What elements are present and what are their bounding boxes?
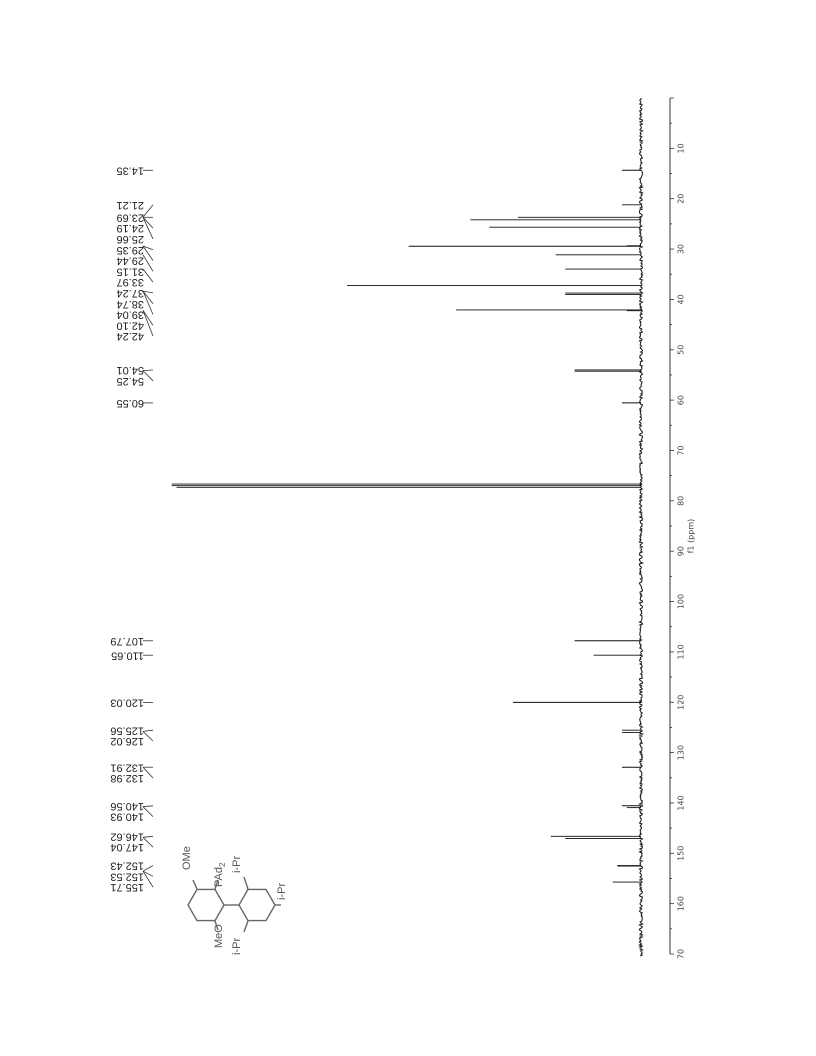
structure-label-pad2 xyxy=(213,862,227,887)
tick-label-group xyxy=(677,846,686,861)
peak-label-group-26 xyxy=(110,830,144,842)
tick-label-group xyxy=(677,496,686,506)
tick-label-group xyxy=(677,745,686,760)
tick-label-40: 40 xyxy=(676,294,686,305)
peak-label-29: 152.53 xyxy=(110,870,144,883)
tick-label-80: 80 xyxy=(676,495,686,506)
peak-label-group-25 xyxy=(110,811,144,823)
peak-label-group-14 xyxy=(116,364,144,376)
peak-label-group-11 xyxy=(116,309,144,321)
tick-label-60: 60 xyxy=(676,395,686,406)
peak-label-16: 60.55 xyxy=(116,396,144,409)
peak-label-group-5 xyxy=(116,244,144,256)
tick-label-10: 10 xyxy=(676,143,686,154)
peak-label-group-30 xyxy=(110,881,144,893)
peak-label-group-27 xyxy=(110,841,144,853)
peak-label-3: 24.19 xyxy=(116,222,144,235)
peak-label-8: 33.97 xyxy=(116,276,144,289)
peak-label-group-10 xyxy=(116,298,144,310)
peak-label-30: 155.71 xyxy=(110,881,144,894)
tick-label-90: 90 xyxy=(676,546,686,557)
tick-label-120: 120 xyxy=(676,694,686,710)
ppm-axis xyxy=(670,98,696,959)
peak-label-column xyxy=(110,164,153,893)
tick-label-160: 160 xyxy=(676,896,686,912)
tick-label-group xyxy=(677,644,686,659)
peak-label-11: 39.04 xyxy=(116,308,144,321)
baseline-trace xyxy=(639,98,642,956)
peak-label-group-29 xyxy=(110,870,144,882)
structure-label-meo: MeO xyxy=(213,924,225,948)
peak-label-group-12 xyxy=(116,319,144,331)
peak-label-group-2 xyxy=(116,211,144,223)
peak-label-group-20 xyxy=(110,724,144,736)
ipr-top-bond xyxy=(244,877,248,889)
ring-triisopropyl-aryl xyxy=(239,889,275,920)
peak-label-group-15 xyxy=(116,375,144,387)
peak-label-6: 29.44 xyxy=(116,254,144,267)
peak-label-group-9 xyxy=(116,287,144,299)
tick-label-50: 50 xyxy=(676,344,686,355)
tick-label-30: 30 xyxy=(676,243,686,255)
peak-label-group-22 xyxy=(110,761,144,773)
peak-label-group-28 xyxy=(110,860,144,872)
peak-label-22: 132.91 xyxy=(110,761,144,774)
tick-label-130: 130 xyxy=(676,744,686,761)
peak-label-1: 21.21 xyxy=(116,198,144,211)
peak-label-27: 147.04 xyxy=(110,841,144,854)
peak-label-group-4 xyxy=(116,233,144,245)
tick-label-group xyxy=(677,594,686,609)
peak-label-0: 14.35 xyxy=(116,164,144,177)
peak-label-group-24 xyxy=(110,800,144,812)
peak-label-9: 37.24 xyxy=(116,286,144,299)
peak-label-21: 126.02 xyxy=(110,735,144,748)
tick-label-group xyxy=(677,896,686,911)
structure-label-ipr-bottom: i-Pr xyxy=(231,937,243,955)
peak-label-25: 140.93 xyxy=(110,810,144,823)
ipr-bottom-bond xyxy=(244,921,248,932)
peak-label-group-7 xyxy=(116,265,144,277)
tick-label-110: 110 xyxy=(676,644,686,660)
peak-label-group-19 xyxy=(110,696,144,708)
peak-label-group-1 xyxy=(116,199,144,211)
peak-label-18: 110.65 xyxy=(111,649,144,662)
tick-label-100: 100 xyxy=(676,593,686,610)
peak-label-20: 125.56 xyxy=(110,724,144,737)
peak-label-group-18 xyxy=(111,649,144,661)
tick-label-70: 70 xyxy=(676,445,686,456)
structure-label-pad: PAd xyxy=(213,867,225,887)
tick-label-group xyxy=(677,143,686,153)
peak-label-group-23 xyxy=(110,772,144,784)
tick-label-150: 150 xyxy=(676,845,686,861)
peak-label-group-0 xyxy=(116,164,144,176)
peak-label-group-8 xyxy=(116,276,144,288)
tick-label-group xyxy=(677,949,686,959)
tick-label-170: 70 xyxy=(676,948,686,960)
peak-label-19: 120.03 xyxy=(110,696,144,709)
peak-label-17: 107.79 xyxy=(110,634,144,647)
spectrum-baseline xyxy=(639,98,642,956)
peak-label-15: 54.25 xyxy=(116,374,144,387)
tick-label-group xyxy=(677,345,686,355)
peak-label-group-13 xyxy=(116,330,144,342)
tick-label-group xyxy=(677,395,686,405)
axis-label-group xyxy=(687,519,696,554)
peak-label-28: 152.43 xyxy=(110,859,144,872)
peak-label-12: 42.10 xyxy=(116,319,144,332)
tick-label-group xyxy=(677,445,686,455)
peak-label-7: 31.15 xyxy=(116,265,144,278)
peak-label-23: 132.98 xyxy=(110,772,144,785)
tick-label-group xyxy=(677,244,686,254)
structure-label-ome: OMe xyxy=(181,846,193,870)
structure-label-pad-subscript: 2 xyxy=(218,862,227,868)
axis-label: f1 (ppm) xyxy=(686,518,696,554)
peak-label-group-21 xyxy=(110,735,144,747)
peak-label-2: 23.69 xyxy=(116,211,144,224)
peak-label-26: 146.62 xyxy=(110,830,144,843)
tick-label-140: 140 xyxy=(676,795,686,811)
peak-label-4: 25.66 xyxy=(116,232,144,245)
structure-label-ipr-para: i-Pr xyxy=(276,882,288,900)
peak-label-5: 29.35 xyxy=(116,243,144,256)
peak-label-group-3 xyxy=(116,222,144,234)
peak-label-group-16 xyxy=(116,397,144,409)
tick-label-20: 20 xyxy=(676,193,686,204)
peak-label-14: 54.01 xyxy=(116,364,144,377)
peak-label-10: 38.74 xyxy=(116,297,144,310)
tick-label-group xyxy=(677,795,686,810)
tick-label-group xyxy=(677,695,686,710)
structure-label-ipr-top: i-Pr xyxy=(231,855,243,873)
peak-label-24: 140.56 xyxy=(110,799,144,812)
ome-bond xyxy=(193,880,197,889)
tick-label-group xyxy=(677,546,686,556)
molecule-structure xyxy=(181,846,288,955)
ring-methoxy-aryl xyxy=(188,889,224,920)
peak-label-group-6 xyxy=(116,255,144,267)
spectrum-peaks xyxy=(172,170,641,882)
biaryl-phosphine-structure xyxy=(188,877,281,932)
peak-label-13: 42.24 xyxy=(116,330,144,343)
peak-label-group-17 xyxy=(110,635,144,647)
tick-label-group xyxy=(677,294,686,304)
tick-label-group xyxy=(677,194,686,204)
